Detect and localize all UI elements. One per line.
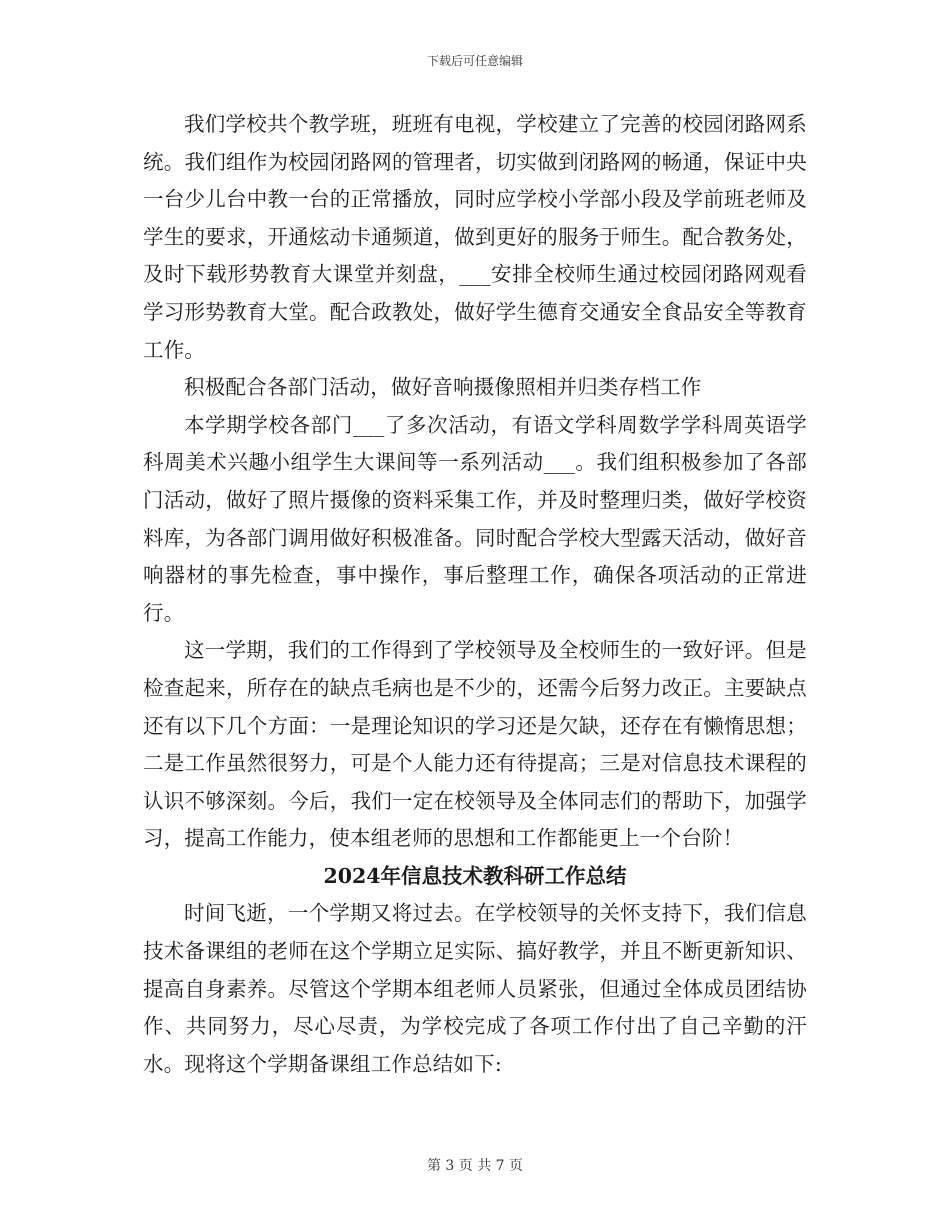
section-title: 2024年信息技术教科研工作总结: [323, 863, 627, 888]
page-number: 第 3 页 共 7 页: [426, 1158, 524, 1174]
document-body: [143, 106, 807, 1083]
page-header-note: 下载后可任意编辑: [426, 54, 523, 68]
paragraph-shortcomings: 这一学期，我们的工作得到了学校领导及全校师生的一致好评。但是检查起来，所存在的缺点毛病也是不少的，还需今后努力改正。主要缺点还有以下几个方面：一是理论知识的学习还是欠缺，还存在有懒惰思想；二是工作虽然很努力，可是个人能力还有待提高；三是对信息技术课程的认识不够深刻。今后，我们一定在校领导及全体同志们的帮助下，加强学习，提高工作能力，使本组老师的思想和工作都能更上一个台阶！: [143, 638, 807, 851]
paragraph-summary-intro: 时间飞逝，一个学期又将过去。在学校领导的关怀支持下，我们信息技术备课组的老师在这个学期立足实际、搞好教学，并且不断更新知识、提高自身素养。尽管这个学期本组老师人员紧张，但通过全体成员团结协作、共同努力，尽心尽责，为学校完成了各项工作付出了自己辛勤的汗水。现将这个学期备课组工作总结如下:: [143, 901, 807, 1076]
paragraph-closed-circuit-network: 我们学校共个教学班，班班有电视，学校建立了完善的校园闭路网系统。我们组作为校园闭路网的管理者，切实做到闭路网的畅通，保证中央一台少儿台中教一台的正常播放，同时应学校小学部小段及学前班老师及学生的要求，开通炫动卡通频道，做到更好的服务于师生。配合教务处，及时下载形势教育大课堂并刻盘，___安排全校师生通过校园闭路网观看学习形势教育大堂。配合政教处，做好学生德育交通安全食品安全等教育工作。: [143, 112, 807, 362]
paragraph-department-activities: 本学期学校各部门___了多次活动，有语文学科周数学学科周英语学科周美术兴趣小组学生大课间等一系列活动___。我们组积极参加了各部门活动，做好了照片摄像的资料采集工作，并及时整理归类，做好学校资料库，为各部门调用做好积极准备。同时配合学校大型露天活动，做好音响器材的事先检查，事中操作，事后整理工作，确保各项活动的正常进行。: [143, 412, 807, 625]
paragraph-activities-heading: 积极配合各部门活动，做好音响摄像照相并归类存档工作: [184, 375, 702, 400]
